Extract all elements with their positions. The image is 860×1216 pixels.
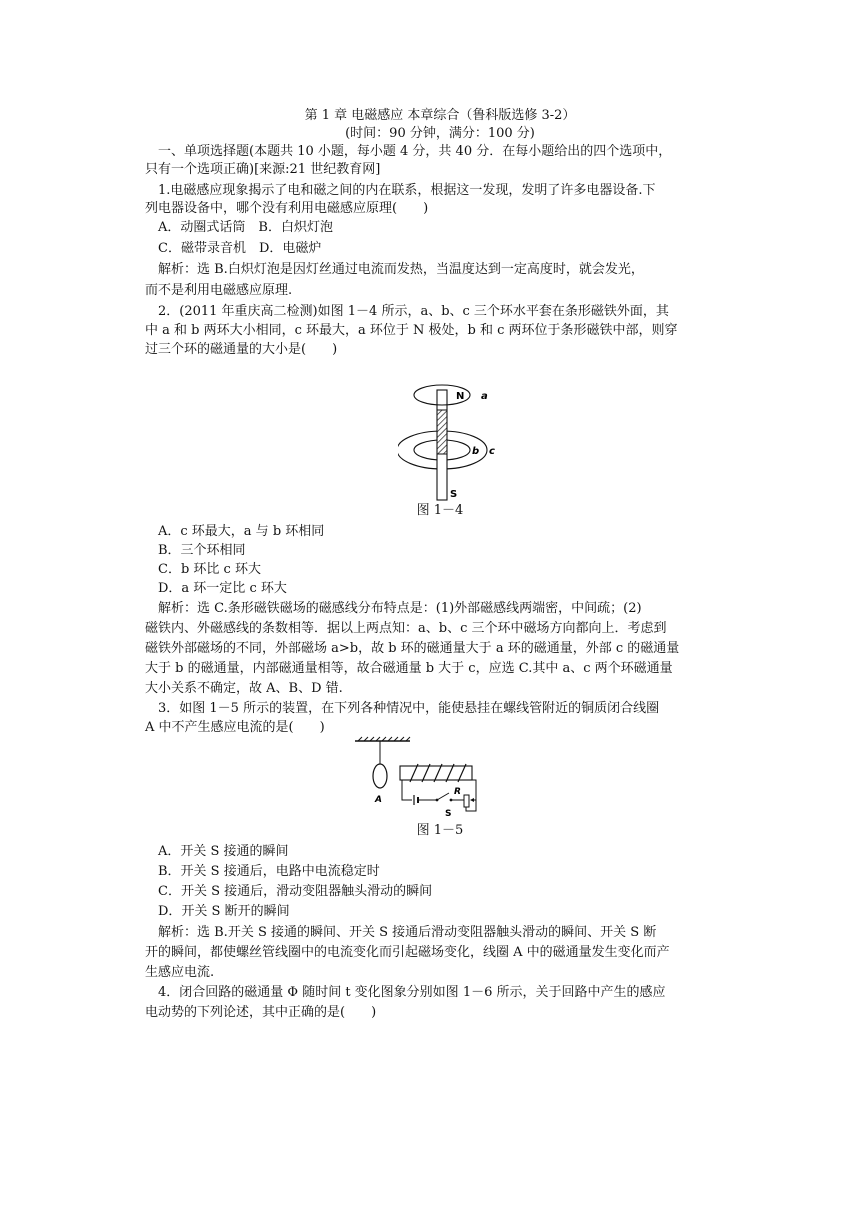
rheostat-r	[464, 795, 469, 807]
q3-stem: 3．如图 1－5 所示的装置，在下列各种情况中，能使悬挂在螺线管附近的铜质闭合线圈	[158, 701, 660, 716]
label-c: c	[489, 446, 495, 457]
q1-options: C．磁带录音机 D．电磁炉	[158, 241, 322, 256]
q2-option: A．c 环最大，a 与 b 环相同	[158, 524, 325, 539]
label-s: S	[450, 489, 458, 500]
q3-stem: A 中不产生感应电流的是( )	[145, 720, 325, 735]
q3-option: C．开关 S 接通后，滑动变阻器触头滑动的瞬间	[158, 884, 433, 899]
q3-answer: 解析：选 B.开关 S 接通的瞬间、开关 S 接通后滑动变阻器触头滑动的瞬间、开关 S 断	[158, 925, 657, 940]
q2-answer: 大小关系不确定，故 A、B、D 错.	[145, 681, 343, 696]
section-intro: 只有一个选项正确)[来源:21 世纪教育网]	[145, 162, 381, 177]
label-a: A	[375, 795, 382, 805]
q2-answer: 解析：选 C.条形磁铁磁场的磁感线分布特点是：(1)外部磁感线两端密，中间疏；(2)	[158, 601, 642, 616]
q2-answer: 大于 b 的磁通量，内部磁通量相等，故合磁通量 b 大于 c，应选 C.其中 a、c 两个环磁通量	[145, 661, 673, 676]
rheostat-slider	[470, 798, 474, 802]
q4-stem: 4．闭合回路的磁通量 Φ 随时间 t 变化图象分别如图 1－6 所示，关于回路中产生的感应	[158, 985, 666, 1000]
q3-option: D．开关 S 断开的瞬间	[158, 904, 290, 919]
section-intro: 一、单项选择题(本题共 10 小题，每小题 4 分，共 40 分．在每小题给出的四个选项中，	[158, 144, 672, 159]
label-a: a	[481, 391, 488, 402]
label-n: N	[456, 391, 465, 402]
q1-answer: 而不是利用电磁感应原理.	[145, 283, 293, 298]
magnet-hatched-section	[437, 410, 447, 454]
label-switch: S	[445, 809, 452, 818]
page-subtitle: (时间：90 分钟，满分：100 分)	[345, 126, 535, 141]
q2-option: C．b 环比 c 环大	[158, 562, 261, 577]
label-r: R	[454, 787, 461, 797]
page-title: 第 1 章 电磁感应 本章综合（鲁科版选修 3-2）	[304, 108, 576, 123]
wire	[402, 780, 412, 800]
q3-option: B．开关 S 接通后，电路中电流稳定时	[158, 864, 380, 879]
q2-stem: 中 a 和 b 两环大小相同，c 环最大，a 环位于 N 极处，b 和 c 两环位于条形磁铁中部，则穿	[145, 323, 678, 338]
q3-answer: 生感应电流.	[145, 965, 215, 980]
q1-options: A．动圈式话筒 B．白炽灯泡	[158, 220, 333, 235]
q1-answer: 解析：选 B.白炽灯泡是因灯丝通过电流而发热，当温度达到一定高度时，就会发光，	[158, 262, 644, 277]
q2-option: D．a 环一定比 c 环大	[158, 581, 287, 596]
q3-option: A．开关 S 接通的瞬间	[158, 844, 289, 859]
q4-stem: 电动势的下列论述，其中正确的是( )	[145, 1005, 377, 1020]
q2-stem: 过三个环的磁通量的大小是( )	[145, 342, 338, 357]
q2-answer: 磁铁内、外磁感线的条数相等．据以上两点知：a、b、c 三个环中磁场方向都向上．考虑到	[145, 621, 667, 636]
q2-option: B．三个环相同	[158, 543, 246, 558]
q3-answer: 开的瞬间，都使螺丝管线圈中的电流变化而引起磁场变化，线圈 A 中的磁通量发生变化而产	[145, 945, 670, 960]
figure-caption: 图 1－5	[416, 823, 464, 838]
solenoid-circuit-figure	[350, 736, 520, 818]
q2-stem: 2．(2011 年重庆高二检测)如图 1－4 所示，a、b、c 三个环水平套在条形磁铁外面，其	[158, 304, 669, 319]
q2-answer: 磁铁外部磁场的不同，外部磁场 a>b，故 b 环的磁通量大于 a 环的磁通量，外部 c 的磁通量	[145, 641, 680, 656]
magnet-rings-figure	[398, 380, 508, 502]
label-b: b	[472, 446, 480, 457]
copper-loop-a	[373, 764, 387, 788]
figure-caption: 图 1－4	[416, 503, 464, 518]
solenoid-coils	[410, 764, 466, 782]
q1-stem: 列电器设备中，哪个没有利用电磁感应原理( )	[145, 201, 429, 216]
q1-stem: 1.电磁感应现象揭示了电和磁之间的内在联系，根据这一发现，发明了许多电器设备.下	[158, 183, 656, 198]
